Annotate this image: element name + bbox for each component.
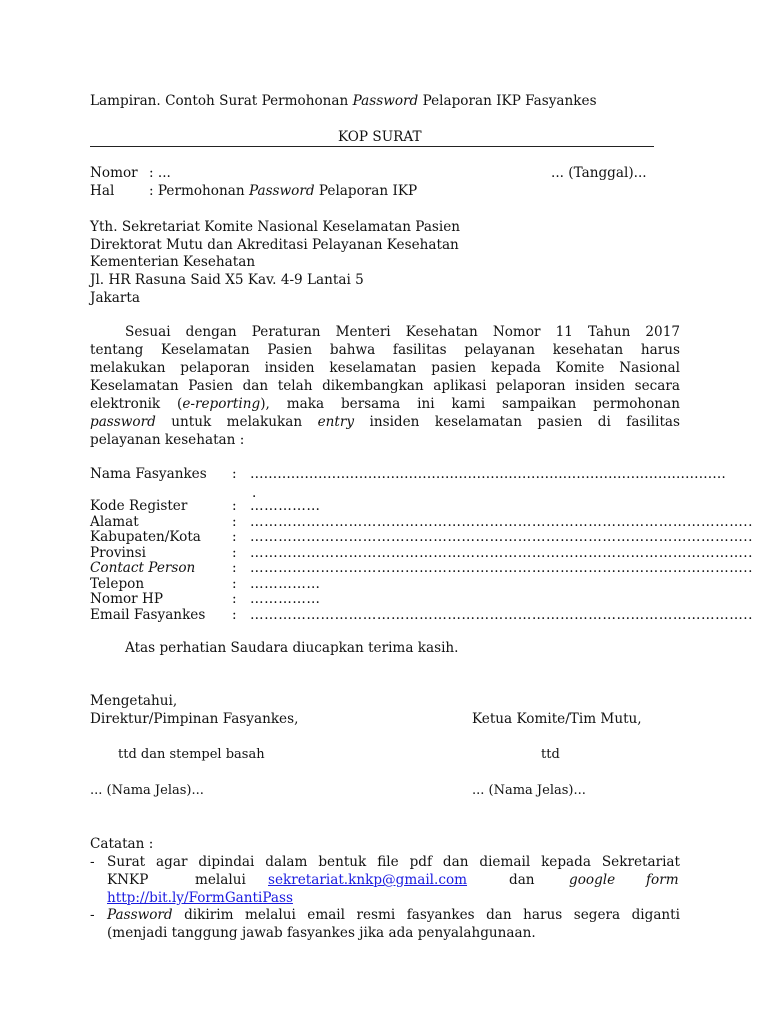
hal-label: Hal <box>90 183 115 199</box>
body-line: Keselamatan Pasien dan telah dikembangkan aplikasi pelaporan insiden secara <box>90 378 680 394</box>
signer-right-ttd: ttd <box>541 747 560 762</box>
signer-right-title: Ketua Komite/Tim Mutu, <box>472 711 642 727</box>
field-blank: …………………………………………………………………………………………… <box>250 466 726 482</box>
signer-right-name: ... (Nama Jelas)... <box>472 783 586 798</box>
signer-left-name: ... (Nama Jelas)... <box>90 783 204 798</box>
note-1-google: google <box>569 872 616 888</box>
note-1-knkp: KNKP <box>107 872 149 888</box>
kop-surat-heading: KOP SURAT <box>338 129 422 145</box>
form-link[interactable]: http://bit.ly/FormGantiPass <box>107 890 293 906</box>
notes-title: Catatan : <box>90 836 154 852</box>
field-blank: …………………………………………………………………………………………….. <box>250 529 753 545</box>
nomor-label: Nomor <box>90 165 138 181</box>
address-line: Kementerian Kesehatan <box>90 254 256 270</box>
note-1-melalui: melalui <box>195 872 246 888</box>
note-2-line-2: (menjadi tanggung jawab fasyankes jika ada penyalahgunaan. <box>107 925 536 941</box>
signer-left-ttd: ttd dan stempel basah <box>118 747 265 762</box>
field-blank: …………………………………………………………………………………………….. <box>250 607 753 623</box>
note-1-line-1: Surat agar dipindai dalam bentuk file pdf dan diemail kepada Sekretariat <box>107 854 680 870</box>
field-blank: …………………………………………………………………………………………….. <box>250 545 753 561</box>
note-bullet: - <box>90 854 95 870</box>
tanggal-value: ... (Tanggal)... <box>551 165 647 181</box>
nama-fasyankes-continuation: . <box>252 485 257 501</box>
field-blank: …………… <box>250 498 321 514</box>
signer-left-title: Direktur/Pimpinan Fasyankes, <box>90 711 299 727</box>
body-line: tentang Keselamatan Pasien bahwa fasilitas pelayanan kesehatan harus <box>90 342 680 358</box>
field-blank: …………… <box>250 591 321 607</box>
note-1-dan: dan <box>509 872 535 888</box>
attachment-title: Lampiran. Contoh Surat Permohonan Password Pelaporan IKP Fasyankes <box>90 93 597 109</box>
note-bullet: - <box>90 907 95 923</box>
note-2-line-1: Password dikirim melalui email resmi fasyankes dan harus segera diganti <box>107 907 680 923</box>
body-line: pelayanan kesehatan : <box>90 432 245 448</box>
body-paragraph <box>90 323 680 449</box>
body-line: Sesuai dengan Peraturan Menteri Kesehatan Nomor 11 Tahun 2017 <box>125 324 680 340</box>
field-blank: …………………………………………………………………………………………….. <box>250 514 753 530</box>
mengetahui-label: Mengetahui, <box>90 693 178 709</box>
body-line: elektronik (e-reporting), maka bersama ini kami sampaikan permohonan <box>90 396 680 412</box>
hal-value: : Permohonan Password Pelaporan IKP <box>149 183 418 199</box>
closing-sentence: Atas perhatian Saudara diucapkan terima kasih. <box>125 640 459 656</box>
body-line: password untuk melakukan entry insiden keselamatan pasien di fasilitas <box>90 414 680 430</box>
field-blank: …………… <box>250 576 321 592</box>
field-blank: …………………………………………………………………………………………….. <box>250 560 753 576</box>
header-divider <box>90 146 654 147</box>
note-1-form: form <box>646 872 679 888</box>
address-line: Yth. Sekretariat Komite Nasional Keselamatan Pasien <box>90 219 461 235</box>
address-line: Jl. HR Rasuna Said X5 Kav. 4-9 Lantai 5 <box>90 272 364 288</box>
address-line: Jakarta <box>90 290 140 306</box>
email-link[interactable]: sekretariat.knkp@gmail.com <box>268 872 468 888</box>
nomor-value: : ... <box>149 165 171 181</box>
body-line: melakukan pelaporan insiden keselamatan pasien kepada Komite Nasional <box>90 360 680 376</box>
address-line: Direktorat Mutu dan Akreditasi Pelayanan Kesehatan <box>90 237 459 253</box>
